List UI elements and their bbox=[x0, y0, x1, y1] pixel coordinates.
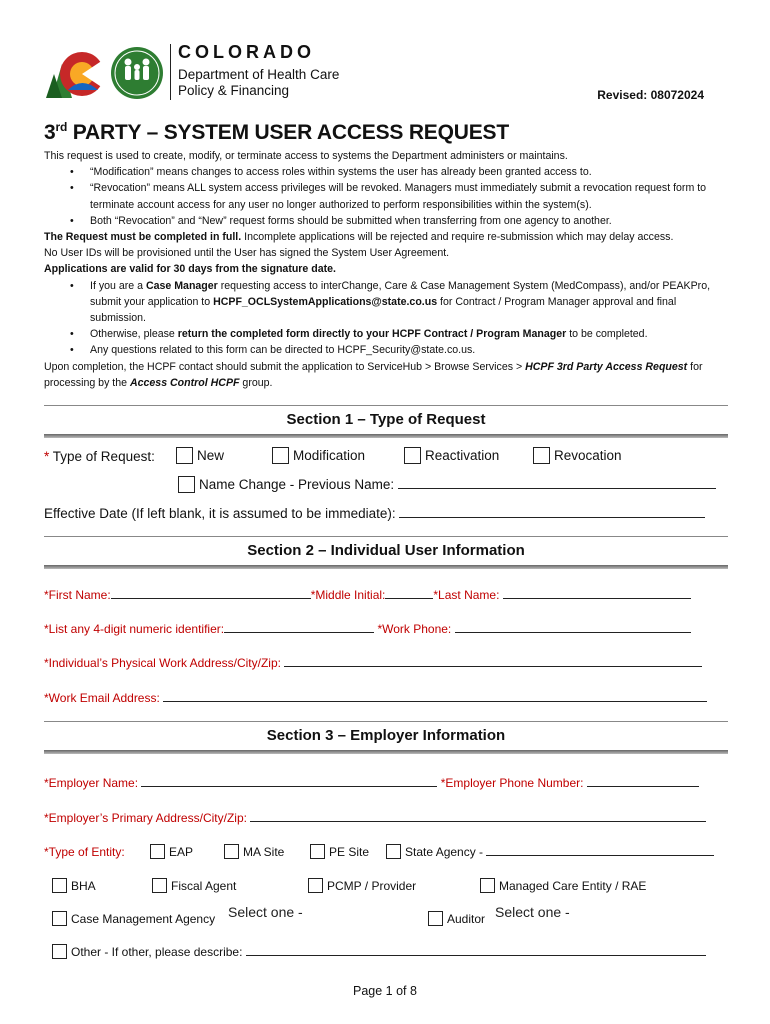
effective-date-field[interactable] bbox=[399, 506, 705, 518]
option-state-agency[interactable]: State Agency - bbox=[386, 844, 714, 859]
effective-date-row: Effective Date (If left blank, it is assumed to be immediate): bbox=[44, 506, 705, 521]
intro-paragraph: This request is used to create, modify, or terminate access to systems the Department administers or maintains. bbox=[44, 150, 568, 162]
submission-list bbox=[44, 278, 734, 359]
validity-notice: Applications are valid for 30 days from the signature date. bbox=[44, 263, 336, 276]
email-row: *Work Email Address: bbox=[44, 690, 707, 705]
case-management-select[interactable]: Select one - bbox=[228, 904, 303, 920]
option-pe-site[interactable]: PE Site bbox=[310, 844, 369, 859]
agency-name: COLORADO bbox=[178, 42, 315, 62]
option-other[interactable]: Other - If other, please describe: bbox=[52, 944, 706, 959]
letterhead bbox=[44, 40, 734, 110]
new-checkbox[interactable] bbox=[176, 447, 193, 464]
name-row: *First Name: *Middle Initial: *Last Name: bbox=[44, 587, 691, 602]
option-fiscal-agent[interactable]: Fiscal Agent bbox=[152, 878, 236, 893]
option-auditor[interactable]: Auditor bbox=[428, 911, 485, 926]
employer-row: *Employer Name: *Employer Phone Number: bbox=[44, 775, 699, 790]
work-phone-field[interactable] bbox=[455, 621, 691, 633]
modification-checkbox[interactable] bbox=[272, 447, 289, 464]
definitions-list bbox=[44, 164, 734, 229]
option-name-change[interactable]: Name Change - Previous Name: bbox=[178, 476, 716, 493]
middle-initial-field[interactable] bbox=[385, 587, 433, 599]
identifier-field[interactable] bbox=[224, 621, 374, 633]
reactivation-checkbox[interactable] bbox=[404, 447, 421, 464]
instructions bbox=[44, 148, 734, 391]
work-email-field[interactable] bbox=[163, 690, 707, 702]
eap-checkbox[interactable] bbox=[150, 844, 165, 859]
ma-site-checkbox[interactable] bbox=[224, 844, 239, 859]
mce-checkbox[interactable] bbox=[480, 878, 495, 893]
list-item: • Otherwise, please return the completed form directly to your HCPF Contract / Program Manager to be completed. bbox=[44, 326, 734, 342]
list-item: • “Modification” means changes to access roles within systems the user has already been granted access to. bbox=[44, 164, 734, 180]
option-new[interactable]: New bbox=[176, 447, 224, 464]
first-name-field[interactable] bbox=[111, 587, 311, 599]
type-of-request-label: * Type of Request: bbox=[44, 449, 155, 464]
work-address-field[interactable] bbox=[284, 655, 702, 667]
employer-address-field[interactable] bbox=[250, 810, 706, 822]
employer-name-field[interactable] bbox=[141, 775, 437, 787]
completion-notice: The Request must be completed in full. Incomplete applications will be rejected and require re-submission which may delay access. bbox=[44, 231, 674, 244]
pcmp-checkbox[interactable] bbox=[308, 878, 323, 893]
case-management-checkbox[interactable] bbox=[52, 911, 67, 926]
address-row: *Individual’s Physical Work Address/City/Zip: bbox=[44, 655, 702, 670]
colorado-logo-icon bbox=[44, 46, 108, 102]
auditor-checkbox[interactable] bbox=[428, 911, 443, 926]
state-agency-checkbox[interactable] bbox=[386, 844, 401, 859]
option-managed-care-entity[interactable]: Managed Care Entity / RAE bbox=[480, 878, 646, 893]
list-item: • “Revocation” means ALL system access privileges will be revoked. Managers must immediately submit a revocation request form to terminate account access for any user no longer authorized to perform responsibilities within the system(s). bbox=[44, 180, 734, 212]
pe-site-checkbox[interactable] bbox=[310, 844, 325, 859]
logo-divider bbox=[170, 44, 171, 100]
auditor-select[interactable]: Select one - bbox=[495, 904, 570, 920]
option-bha[interactable]: BHA bbox=[52, 878, 96, 893]
provisioning-notice: No User IDs will be provisioned until the User has signed the System User Agreement. bbox=[44, 247, 450, 260]
state-agency-field[interactable] bbox=[486, 844, 714, 856]
option-revocation[interactable]: Revocation bbox=[533, 447, 622, 464]
option-ma-site[interactable]: MA Site bbox=[224, 844, 284, 859]
option-reactivation[interactable]: Reactivation bbox=[404, 447, 499, 464]
fiscal-agent-checkbox[interactable] bbox=[152, 878, 167, 893]
employer-phone-field[interactable] bbox=[587, 775, 699, 787]
identifier-row: *List any 4-digit numeric identifier: *Work Phone: bbox=[44, 621, 691, 636]
hcpf-logo-icon bbox=[110, 46, 164, 100]
page-title: 3rd PARTY – SYSTEM USER ACCESS REQUEST bbox=[44, 120, 509, 144]
entity-type-label: *Type of Entity: bbox=[44, 845, 125, 859]
section-1-heading: Section 1 – Type of Request bbox=[44, 405, 728, 435]
section-3-heading: Section 3 – Employer Information bbox=[44, 721, 728, 751]
other-description-field[interactable] bbox=[246, 944, 706, 956]
name-change-checkbox[interactable] bbox=[178, 476, 195, 493]
list-item: • Any questions related to this form can be directed to HCPF_Security@state.co.us. bbox=[44, 342, 734, 358]
employer-address-row: *Employer’s Primary Address/City/Zip: bbox=[44, 810, 706, 825]
option-case-management-agency[interactable]: Case Management Agency bbox=[52, 911, 215, 926]
completion-instructions: Upon completion, the HCPF contact should submit the application to ServiceHub > Browse Services > HCPF 3rd Party Access Request for processing by the Access Control HCPF group. bbox=[44, 360, 703, 389]
last-name-field[interactable] bbox=[503, 587, 691, 599]
other-checkbox[interactable] bbox=[52, 944, 67, 959]
revocation-checkbox[interactable] bbox=[533, 447, 550, 464]
section-2-heading: Section 2 – Individual User Information bbox=[44, 536, 728, 566]
option-eap[interactable]: EAP bbox=[150, 844, 193, 859]
option-pcmp-provider[interactable]: PCMP / Provider bbox=[308, 878, 416, 893]
bha-checkbox[interactable] bbox=[52, 878, 67, 893]
department-name: Department of Health Care Policy & Financing bbox=[178, 67, 340, 98]
list-item: • Both “Revocation” and “New” request forms should be submitted when transferring from one agency to another. bbox=[44, 213, 734, 229]
previous-name-field[interactable] bbox=[398, 477, 716, 489]
revised-date: Revised: 08072024 bbox=[597, 88, 704, 102]
option-modification[interactable]: Modification bbox=[272, 447, 365, 464]
agency-name-block bbox=[178, 42, 339, 99]
page-number: Page 1 of 8 bbox=[353, 984, 417, 998]
list-item: • If you are a Case Manager requesting access to interChange, Care & Case Management System (MedCompass), and/or PEAKPro, submit your application to HCPF_OCLSystemApplications@state.co.us for Contract / Program Manager approval and final submission. bbox=[44, 278, 734, 327]
